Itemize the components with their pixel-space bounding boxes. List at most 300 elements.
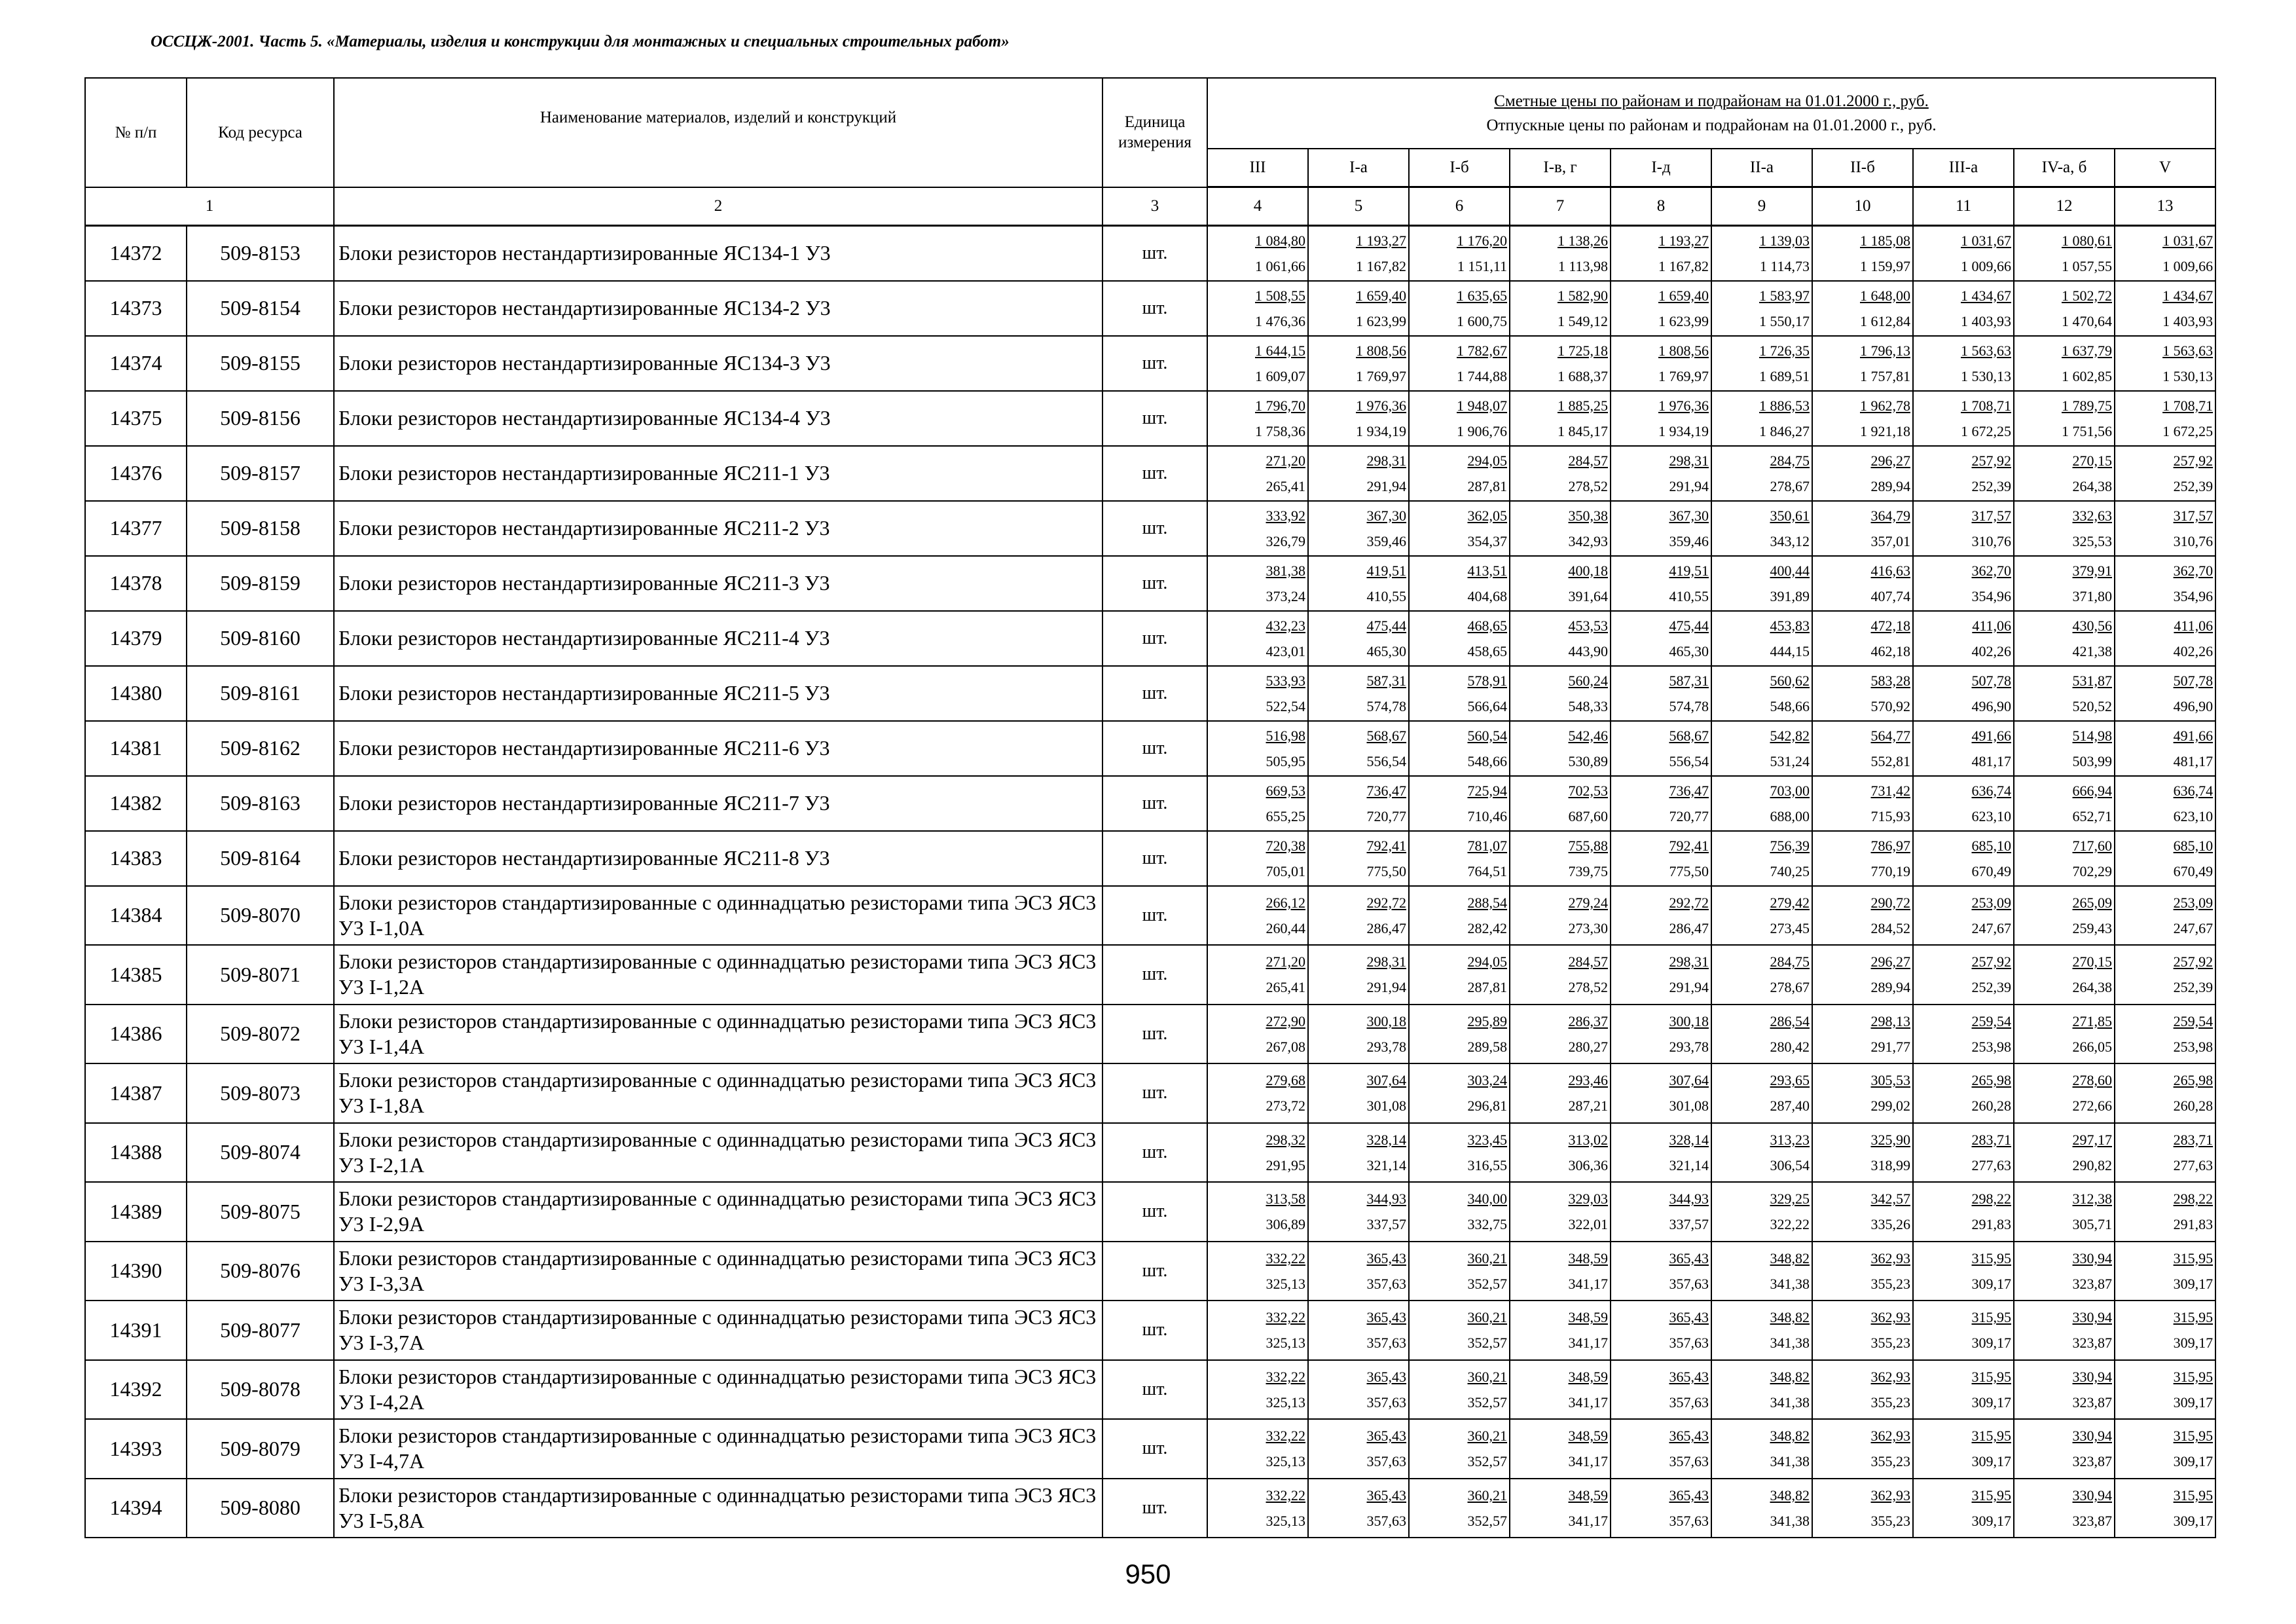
resource-code: 509-8157 — [187, 446, 334, 501]
release-price: 282,42 — [1467, 919, 1507, 936]
release-price: 548,33 — [1568, 697, 1608, 714]
estimated-price: 330,94 — [2072, 1368, 2112, 1385]
release-price: 402,26 — [1971, 642, 2011, 659]
price-cell — [2014, 611, 2115, 666]
estimated-price: 475,44 — [1669, 617, 1709, 634]
price-cell — [1711, 281, 1812, 336]
release-price: 739,75 — [1568, 862, 1608, 879]
release-price: 301,08 — [1366, 1098, 1406, 1115]
release-price: 309,17 — [1971, 1335, 2011, 1352]
material-name: Блоки резисторов стандартизированные с одиннадцатью резисторами типа ЭС3 ЯС3 У3 I-1,4А — [334, 1005, 1102, 1064]
release-price: 323,87 — [2072, 1453, 2112, 1470]
price-cell — [1711, 1301, 1812, 1360]
release-price: 1 602,85 — [2062, 367, 2112, 384]
estimated-price: 365,43 — [1366, 1368, 1406, 1385]
price-cell — [1510, 1182, 1611, 1242]
price-cell — [2014, 501, 2115, 556]
price-cell — [1611, 721, 1711, 776]
resource-code: 509-8074 — [187, 1123, 334, 1183]
release-price: 321,14 — [1366, 1156, 1406, 1173]
price-cell — [1409, 446, 1510, 501]
release-price: 264,38 — [2072, 477, 2112, 494]
estimated-price: 430,56 — [2072, 617, 2112, 634]
unit-of-measure: шт. — [1102, 336, 1207, 391]
release-price: 1 769,97 — [1658, 367, 1709, 384]
price-cell — [2115, 1419, 2215, 1479]
price-cell — [1308, 611, 1409, 666]
release-price: 1 612,84 — [1860, 312, 1910, 329]
release-price: 520,52 — [2072, 697, 2112, 714]
price-cell — [1207, 501, 1308, 556]
price-cell — [1308, 721, 1409, 776]
release-price: 623,10 — [2173, 807, 2214, 824]
price-cell — [1913, 1123, 2014, 1183]
estimated-price: 290,72 — [1870, 894, 1910, 911]
estimated-price: 283,71 — [1971, 1131, 2011, 1148]
material-name: Блоки резисторов нестандартизированные ЯС134-1 У3 — [334, 226, 1102, 281]
estimated-price: 340,00 — [1467, 1190, 1507, 1208]
estimated-price: 365,43 — [1366, 1249, 1406, 1266]
estimated-price: 283,71 — [2173, 1131, 2214, 1148]
price-cell — [1308, 1242, 1409, 1301]
release-price: 465,30 — [1366, 642, 1406, 659]
release-price: 273,30 — [1568, 919, 1608, 936]
release-price: 260,28 — [2173, 1098, 2214, 1115]
price-cell — [1308, 945, 1409, 1005]
estimated-price: 542,46 — [1568, 727, 1608, 744]
estimated-price: 1 031,67 — [2162, 232, 2214, 249]
estimated-price: 1 808,56 — [1356, 342, 1406, 359]
price-cell — [1409, 1479, 1510, 1538]
release-price: 1 758,36 — [1255, 422, 1305, 439]
estimated-price: 312,38 — [2072, 1190, 2112, 1208]
estimated-price: 362,93 — [1870, 1368, 1910, 1385]
price-cell — [1913, 556, 2014, 611]
release-price: 325,13 — [1266, 1275, 1305, 1292]
price-cell — [1611, 226, 1711, 281]
release-price: 322,01 — [1568, 1216, 1608, 1233]
estimated-price: 365,43 — [1669, 1368, 1709, 1385]
release-price: 310,76 — [2173, 532, 2214, 549]
estimated-price: 300,18 — [1669, 1012, 1709, 1029]
price-cell — [2014, 281, 2115, 336]
col-header-name: Наименование материалов, изделий и конструкций — [334, 78, 1102, 187]
unit-of-measure: шт. — [1102, 666, 1207, 721]
release-price: 764,51 — [1467, 862, 1507, 879]
price-cell — [2014, 721, 2115, 776]
estimated-price: 1 644,15 — [1255, 342, 1305, 359]
resource-code: 509-8161 — [187, 666, 334, 721]
release-price: 354,96 — [1971, 587, 2011, 604]
release-price: 1 845,17 — [1558, 422, 1608, 439]
price-cell — [1711, 1242, 1812, 1301]
price-cell — [1308, 1005, 1409, 1064]
price-cell — [1308, 1301, 1409, 1360]
release-price: 1 470,64 — [2062, 312, 2112, 329]
row-number: 14394 — [85, 1479, 187, 1538]
price-cell — [1611, 611, 1711, 666]
release-price: 305,71 — [2072, 1216, 2112, 1233]
material-name: Блоки резисторов стандартизированные с одиннадцатью резисторами типа ЭС3 ЯС3 У3 I-1,2А — [334, 945, 1102, 1005]
estimated-price: 666,94 — [2072, 782, 2112, 799]
price-cell — [2115, 1182, 2215, 1242]
estimated-price: 330,94 — [2072, 1486, 2112, 1504]
release-price: 1 623,99 — [1356, 312, 1406, 329]
release-price: 291,94 — [1669, 477, 1709, 494]
release-price: 531,24 — [1770, 752, 1810, 769]
price-cell — [2115, 831, 2215, 886]
estimated-price: 725,94 — [1467, 782, 1507, 799]
release-price: 1 167,82 — [1658, 257, 1709, 274]
material-name: Блоки резисторов стандартизированные с одиннадцатью резисторами типа ЭС3 ЯС3 У3 I-1,8А — [334, 1063, 1102, 1123]
price-cell — [1308, 446, 1409, 501]
price-cell — [1611, 776, 1711, 831]
estimated-price: 685,10 — [1971, 837, 2011, 854]
price-cell — [1711, 446, 1812, 501]
price-cell — [1409, 1005, 1510, 1064]
release-price: 278,67 — [1770, 979, 1810, 996]
estimated-price: 1 139,03 — [1759, 232, 1810, 249]
release-price: 309,17 — [2173, 1453, 2214, 1470]
release-price: 402,26 — [2173, 642, 2214, 659]
estimated-price: 636,74 — [2173, 782, 2214, 799]
estimated-price: 315,95 — [1971, 1368, 2011, 1385]
release-price: 253,98 — [2173, 1038, 2214, 1055]
price-cell — [1611, 1301, 1711, 1360]
region-header: II-б — [1812, 149, 1913, 187]
price-cell — [1913, 391, 2014, 446]
price-cell — [1510, 501, 1611, 556]
estimated-price: 736,47 — [1366, 782, 1406, 799]
price-cell — [1510, 776, 1611, 831]
price-cell — [1207, 1005, 1308, 1064]
estimated-price: 315,95 — [2173, 1368, 2214, 1385]
price-cell — [2014, 1360, 2115, 1420]
release-price: 278,67 — [1770, 477, 1810, 494]
estimated-price: 756,39 — [1770, 837, 1810, 854]
price-cell — [1409, 776, 1510, 831]
estimated-price: 298,13 — [1870, 1012, 1910, 1029]
price-cell — [1207, 831, 1308, 886]
price-cell — [1510, 446, 1611, 501]
release-price: 574,78 — [1669, 697, 1709, 714]
estimated-price: 542,82 — [1770, 727, 1810, 744]
row-number: 14387 — [85, 1063, 187, 1123]
estimated-price: 1 582,90 — [1558, 287, 1608, 304]
material-name: Блоки резисторов стандартизированные с одиннадцатью резисторами типа ЭС3 ЯС3 У3 I-5,8А — [334, 1479, 1102, 1538]
release-price: 357,63 — [1366, 1453, 1406, 1470]
row-number: 14376 — [85, 446, 187, 501]
estimated-price: 313,58 — [1266, 1190, 1305, 1208]
price-cell — [2115, 1005, 2215, 1064]
estimated-price: 279,42 — [1770, 894, 1810, 911]
col-header-num: № п/п — [85, 78, 187, 187]
estimated-price: 328,14 — [1366, 1131, 1406, 1148]
unit-of-measure: шт. — [1102, 1242, 1207, 1301]
release-price: 720,77 — [1366, 807, 1406, 824]
estimated-price: 1 726,35 — [1759, 342, 1810, 359]
price-cell — [1913, 446, 2014, 501]
price-cell — [1812, 666, 1913, 721]
price-cell — [2014, 1479, 2115, 1538]
page-number: 950 — [1125, 1559, 1171, 1589]
resource-code: 509-8154 — [187, 281, 334, 336]
estimated-price: 344,93 — [1669, 1190, 1709, 1208]
estimated-price: 362,93 — [1870, 1309, 1910, 1326]
table-row — [85, 446, 2215, 501]
release-price: 1 689,51 — [1759, 367, 1810, 384]
resource-code: 509-8162 — [187, 721, 334, 776]
row-number: 14388 — [85, 1123, 187, 1183]
estimated-price: 1 708,71 — [2162, 397, 2214, 414]
estimated-price: 284,75 — [1770, 953, 1810, 970]
estimated-price: 271,20 — [1266, 953, 1305, 970]
release-price: 267,08 — [1266, 1038, 1305, 1055]
release-price: 357,63 — [1366, 1512, 1406, 1529]
price-cell — [1711, 391, 1812, 446]
estimated-price: 303,24 — [1467, 1072, 1507, 1089]
price-cell — [1409, 1419, 1510, 1479]
price-cell — [2115, 336, 2215, 391]
price-cell — [1611, 1419, 1711, 1479]
release-price: 355,23 — [1870, 1512, 1910, 1529]
release-price: 443,90 — [1568, 642, 1608, 659]
material-name: Блоки резисторов нестандартизированные ЯС211-5 У3 — [334, 666, 1102, 721]
price-cell — [1308, 1123, 1409, 1183]
release-price: 1 530,13 — [2162, 367, 2214, 384]
estimated-price: 332,22 — [1266, 1309, 1305, 1326]
release-price: 1 906,76 — [1457, 422, 1507, 439]
estimated-price: 315,95 — [1971, 1249, 2011, 1266]
region-header: III-а — [1913, 149, 2014, 187]
release-price: 259,43 — [2072, 919, 2112, 936]
release-price: 548,66 — [1467, 752, 1507, 769]
estimated-price: 1 508,55 — [1255, 287, 1305, 304]
price-cell — [1913, 1360, 2014, 1420]
table-row — [85, 611, 2215, 666]
price-cell — [1308, 226, 1409, 281]
estimated-price: 1 725,18 — [1558, 342, 1608, 359]
estimated-price: 266,12 — [1266, 894, 1305, 911]
release-price: 410,55 — [1669, 587, 1709, 604]
estimated-price: 298,31 — [1669, 953, 1709, 970]
estimated-price: 307,64 — [1366, 1072, 1406, 1089]
estimated-price: 1 648,00 — [1860, 287, 1910, 304]
estimated-price: 1 563,63 — [2162, 342, 2214, 359]
price-cell — [2115, 1242, 2215, 1301]
estimated-price: 568,67 — [1669, 727, 1709, 744]
release-price: 321,14 — [1669, 1156, 1709, 1173]
estimated-price: 350,38 — [1568, 507, 1608, 524]
estimated-price: 1 563,63 — [1961, 342, 2011, 359]
release-price: 291,94 — [1669, 979, 1709, 996]
row-number: 14386 — [85, 1005, 187, 1064]
price-cell — [1711, 886, 1812, 946]
estimated-price: 325,90 — [1870, 1131, 1910, 1148]
estimated-price: 475,44 — [1366, 617, 1406, 634]
estimated-price: 365,43 — [1669, 1428, 1709, 1445]
estimated-price: 313,02 — [1568, 1131, 1608, 1148]
release-price: 371,80 — [2072, 587, 2112, 604]
estimated-price: 315,95 — [1971, 1309, 2011, 1326]
table-row — [85, 1242, 2215, 1301]
price-cell — [1207, 1182, 1308, 1242]
release-price: 556,54 — [1366, 752, 1406, 769]
column-number-row — [85, 187, 2215, 226]
estimated-price: 1 176,20 — [1457, 232, 1507, 249]
price-cell — [1510, 886, 1611, 946]
estimated-price: 265,09 — [2072, 894, 2112, 911]
price-cell — [1812, 501, 1913, 556]
material-name: Блоки резисторов стандартизированные с одиннадцатью резисторами типа ЭС3 ЯС3 У3 I-4,7А — [334, 1419, 1102, 1479]
estimated-price: 284,57 — [1568, 953, 1608, 970]
release-price: 260,28 — [1971, 1098, 2011, 1115]
estimated-price: 1 031,67 — [1961, 232, 2011, 249]
estimated-price: 259,54 — [2173, 1012, 2214, 1029]
estimated-price: 703,00 — [1770, 782, 1810, 799]
unit-of-measure: шт. — [1102, 1005, 1207, 1064]
release-price: 1 672,25 — [1961, 422, 2011, 439]
estimated-price: 1 796,13 — [1860, 342, 1910, 359]
release-price: 290,82 — [2072, 1156, 2112, 1173]
region-header: IV-а, б — [2014, 149, 2115, 187]
column-number: 4 — [1207, 187, 1308, 226]
price-cell — [1812, 1419, 1913, 1479]
price-cell — [2014, 666, 2115, 721]
estimated-price: 1 185,08 — [1860, 232, 1910, 249]
price-cell — [1308, 391, 1409, 446]
release-price: 355,23 — [1870, 1393, 1910, 1411]
price-cell — [2014, 391, 2115, 446]
price-cell — [1510, 1479, 1611, 1538]
unit-of-measure: шт. — [1102, 281, 1207, 336]
price-cell — [1308, 1182, 1409, 1242]
release-price: 325,13 — [1266, 1453, 1305, 1470]
estimated-price: 348,59 — [1568, 1368, 1608, 1385]
release-price: 289,94 — [1870, 979, 1910, 996]
release-price: 670,49 — [2173, 862, 2214, 879]
estimated-price: 432,23 — [1266, 617, 1305, 634]
price-cell — [1812, 336, 1913, 391]
price-cell — [2115, 721, 2215, 776]
row-number: 14378 — [85, 556, 187, 611]
release-price: 1 609,07 — [1255, 367, 1305, 384]
price-cell — [1510, 945, 1611, 1005]
price-cell — [1711, 501, 1812, 556]
price-cell — [2115, 611, 2215, 666]
estimated-price: 329,25 — [1770, 1190, 1810, 1208]
estimated-price: 332,22 — [1266, 1428, 1305, 1445]
release-price: 287,40 — [1770, 1098, 1810, 1115]
estimated-price: 305,53 — [1870, 1072, 1910, 1089]
release-price: 326,79 — [1266, 532, 1305, 549]
release-price: 306,89 — [1266, 1216, 1305, 1233]
release-price: 710,46 — [1467, 807, 1507, 824]
document-header: ОССЦЖ-2001. Часть 5. «Материалы, изделия и конструкции для монтажных и специальных строительных работ» — [151, 33, 1010, 50]
price-cell — [2014, 556, 2115, 611]
estimated-price: 292,72 — [1669, 894, 1709, 911]
estimated-price: 300,18 — [1366, 1012, 1406, 1029]
estimated-price: 365,43 — [1669, 1309, 1709, 1326]
release-price: 1 688,37 — [1558, 367, 1608, 384]
price-cell — [1207, 556, 1308, 611]
price-cell — [1913, 1419, 2014, 1479]
col-header-code: Код ресурса — [187, 78, 334, 187]
release-price: 522,54 — [1266, 697, 1305, 714]
release-price: 391,64 — [1568, 587, 1608, 604]
release-price: 341,17 — [1568, 1275, 1608, 1292]
release-price: 407,74 — [1870, 587, 1910, 604]
material-name: Блоки резисторов нестандартизированные ЯС211-8 У3 — [334, 831, 1102, 886]
release-price: 1 061,66 — [1255, 257, 1305, 274]
column-number: 11 — [1913, 187, 2014, 226]
release-price: 1 113,98 — [1558, 257, 1608, 274]
release-price: 284,52 — [1870, 919, 1910, 936]
price-cell — [1711, 1479, 1812, 1538]
estimated-price: 560,62 — [1770, 672, 1810, 689]
release-price: 355,23 — [1870, 1275, 1910, 1292]
estimated-price: 259,54 — [1971, 1012, 2011, 1029]
release-price: 357,63 — [1366, 1335, 1406, 1352]
estimated-price: 1 948,07 — [1457, 397, 1507, 414]
release-price: 341,17 — [1568, 1393, 1608, 1411]
release-price: 277,63 — [1971, 1156, 2011, 1173]
price-cell — [1510, 1242, 1611, 1301]
estimated-price: 453,53 — [1568, 617, 1608, 634]
estimated-price: 379,91 — [2072, 562, 2112, 579]
estimated-price: 685,10 — [2173, 837, 2214, 854]
estimated-price: 400,44 — [1770, 562, 1810, 579]
price-cell — [1913, 886, 2014, 946]
price-cell — [1711, 226, 1812, 281]
release-price: 352,57 — [1467, 1275, 1507, 1292]
estimated-price: 298,32 — [1266, 1131, 1305, 1148]
estimated-price: 329,03 — [1568, 1190, 1608, 1208]
release-price: 341,38 — [1770, 1393, 1810, 1411]
price-cell — [1812, 446, 1913, 501]
estimated-price: 367,30 — [1669, 507, 1709, 524]
row-number: 14389 — [85, 1182, 187, 1242]
estimated-price: 516,98 — [1266, 727, 1305, 744]
estimated-price: 362,93 — [1870, 1486, 1910, 1504]
release-price: 357,63 — [1669, 1393, 1709, 1411]
release-price: 373,24 — [1266, 587, 1305, 604]
release-price: 552,81 — [1870, 752, 1910, 769]
estimated-price: 1 502,72 — [2062, 287, 2112, 304]
estimated-price: 1 796,70 — [1255, 397, 1305, 414]
estimated-price: 348,59 — [1568, 1486, 1608, 1504]
table-row — [85, 1479, 2215, 1538]
release-price: 556,54 — [1669, 752, 1709, 769]
row-number: 14383 — [85, 831, 187, 886]
price-cell — [1812, 1242, 1913, 1301]
release-price: 566,64 — [1467, 697, 1507, 714]
price-cell — [2014, 226, 2115, 281]
table-row — [85, 1123, 2215, 1183]
estimated-price: 362,05 — [1467, 507, 1507, 524]
release-price: 341,38 — [1770, 1453, 1810, 1470]
estimated-price: 348,82 — [1770, 1428, 1810, 1445]
estimated-price: 296,27 — [1870, 452, 1910, 469]
price-cell — [1611, 501, 1711, 556]
price-cell — [2115, 1479, 2215, 1538]
estimated-price: 792,41 — [1366, 837, 1406, 854]
table-row — [85, 666, 2215, 721]
row-number: 14374 — [85, 336, 187, 391]
price-cell — [1913, 945, 2014, 1005]
price-cell — [2115, 556, 2215, 611]
price-cell — [1207, 611, 1308, 666]
